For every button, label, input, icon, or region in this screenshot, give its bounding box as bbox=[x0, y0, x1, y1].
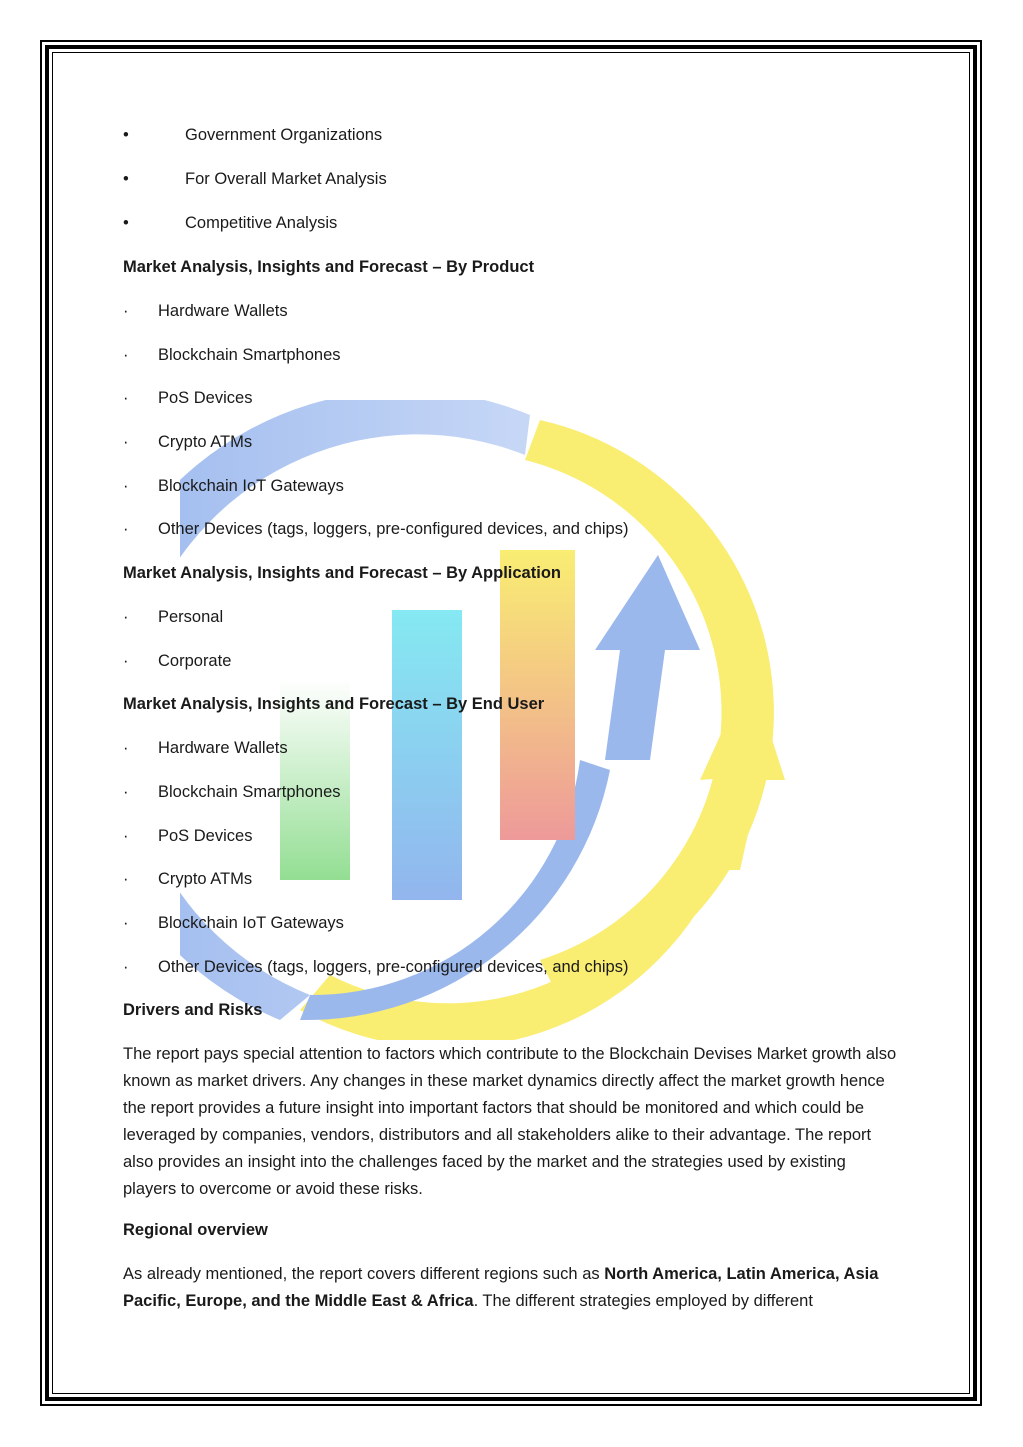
bullet-icon: · bbox=[123, 914, 129, 932]
section-heading-by-product: Market Analysis, Insights and Forecast – By Product bbox=[123, 258, 535, 276]
bullet-icon: · bbox=[123, 608, 129, 626]
drivers-paragraph: The report pays special attention to factors which contribute to the Blockchain Devises Market growth also known as market drivers. Any changes in these market dynamics directly affect the market growth hence the report provides a future insight into important factors that should be monitored and which could be leveraged by companies, vendors, distributors and all stakeholders alike to their advantage. The report also provides an insight into the challenges faced by the market and the strategies used by existing players to overcome or avoid these risks. bbox=[123, 1045, 897, 1198]
bullet-icon: · bbox=[123, 652, 129, 670]
regional-paragraph: As already mentioned, the report covers different regions such as North America, Latin America, Asia Pacific, Europe, and the Middle East & Africa. The different strategies employed by different bbox=[123, 1265, 879, 1310]
bullet-icon: · bbox=[123, 520, 129, 538]
section-heading-regional: Regional overview bbox=[123, 1221, 268, 1239]
bullet-icon: · bbox=[123, 958, 129, 976]
bullet-icon: • bbox=[123, 214, 129, 232]
section-heading-by-application: Market Analysis, Insights and Forecast – By Application bbox=[123, 564, 561, 582]
section-heading-drivers: Drivers and Risks bbox=[123, 1001, 263, 1019]
bullet-icon: · bbox=[123, 870, 129, 888]
bullet-icon: · bbox=[123, 827, 129, 845]
regions-list: North America, Latin America, Asia Pacific, Europe, and the Middle East & Africa bbox=[123, 1265, 879, 1310]
bullet-icon: · bbox=[123, 783, 129, 801]
section-heading-by-end-user: Market Analysis, Insights and Forecast – By End User bbox=[123, 695, 545, 713]
bullet-icon: • bbox=[123, 170, 129, 188]
bullet-icon: · bbox=[123, 389, 129, 407]
bullet-icon: · bbox=[123, 302, 129, 320]
bullet-icon: · bbox=[123, 433, 129, 451]
bullet-icon: · bbox=[123, 739, 129, 757]
bullet-icon: · bbox=[123, 346, 129, 364]
bullet-icon: • bbox=[123, 126, 129, 144]
bullet-icon: · bbox=[123, 477, 129, 495]
